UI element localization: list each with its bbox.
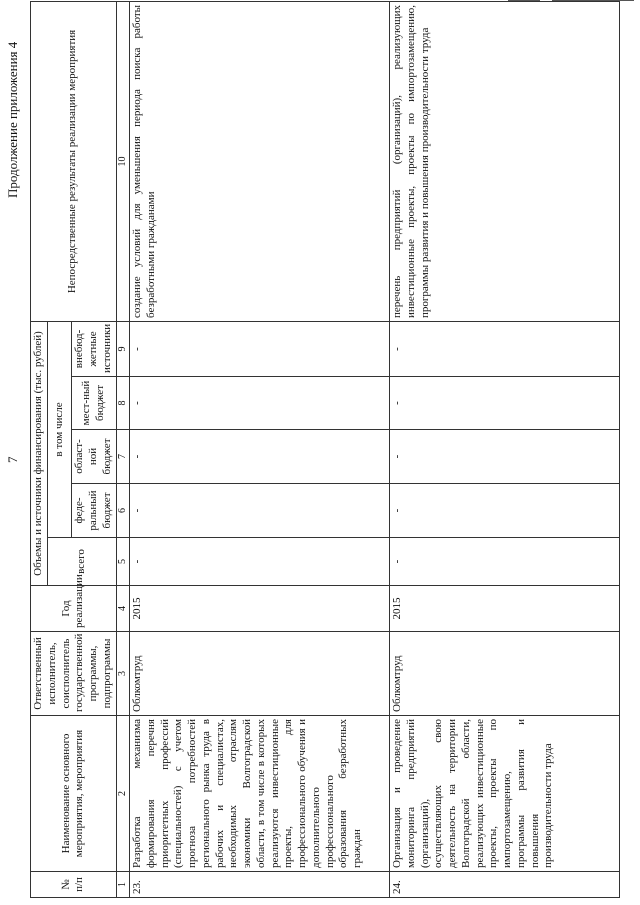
local-amount: - [130,377,390,430]
col-number: 10 [116,1,130,321]
header-local: мест-ный бюджет [72,377,116,430]
header-name: Наименование основного мероприятия, мероприятия [31,716,117,872]
header-financing: Объемы и источники финансирования (тыс. рублей) [31,321,48,585]
page-header [0,0,30,905]
continuation-note: Продолжение приложения 4 [5,41,20,198]
header-federal: феде-ральный бюджет [72,484,116,538]
result-text: перечень предприятий (организаций), реализующих инвестиционные проекты, проекты по импортозамещению, программы развития и повышения производительности труда [390,1,620,321]
col-number: 8 [116,377,130,430]
total-amount: - [130,538,390,586]
regional-amount: - [130,430,390,484]
local-amount: - [390,377,620,430]
executor: Облкомтруд [390,632,620,716]
header-year: Год реализации [31,586,117,632]
header-extra: внебюд-жетные источники [72,321,116,376]
col-number: 9 [116,321,130,376]
col-number: 2 [116,716,130,872]
column-numbers-row [116,1,130,897]
row-number: 24. [390,872,620,898]
activity-name: Разработка механизма формирования перечня приоритетных профессий (специальностей) с учетом прогноза потребностей регионального рынка труда в рабочих и специалистах, необходимых отраслям экономики Волгоградской области, в том числе в которых реализуются инвестиционные проекты, для профессионального обучения и дополнительного профессионального образования безработных граждан [130,716,390,872]
table-row [130,1,390,897]
federal-amount: - [390,484,620,538]
header-regional: област-ной бюджет [72,430,116,484]
header-including: в том числе [47,321,72,537]
header-total: всего [47,538,116,586]
federal-amount: - [130,484,390,538]
row-number: 23. [130,872,390,898]
header-row-1 [31,1,48,897]
header-no: № п/п [31,872,117,898]
total-amount: - [390,538,620,586]
extra-amount: - [390,321,620,376]
regional-amount: - [390,430,620,484]
year: 2015 [390,586,620,632]
col-number: 6 [116,484,130,538]
col-number: 1 [116,872,130,898]
col-number: 4 [116,586,130,632]
executor: Облкомтруд [130,632,390,716]
col-number: 3 [116,632,130,716]
activity-name: Организация и проведение мониторинга предприятий (организаций), осуществляющих свою деятельность на территории Волгоградской области, реализующих инвестиционные проекты, проекты по импортозамещению, программы развития и повышения производительности труда [390,716,620,872]
page-number: 7 [5,456,20,463]
col-number: 7 [116,430,130,484]
header-results: Непосредственные результаты реализации мероприятия [31,1,117,321]
col-number: 5 [116,538,130,586]
table-row [390,1,620,897]
header-executor: Ответственный исполнитель, соисполнитель государственной программы, подпрограммы [31,632,117,716]
program-table [30,1,620,898]
extra-amount: - [130,321,390,376]
result-text: создание условий для уменьшения периода поиска работы безработными гражданами [130,1,390,321]
year: 2015 [130,586,390,632]
